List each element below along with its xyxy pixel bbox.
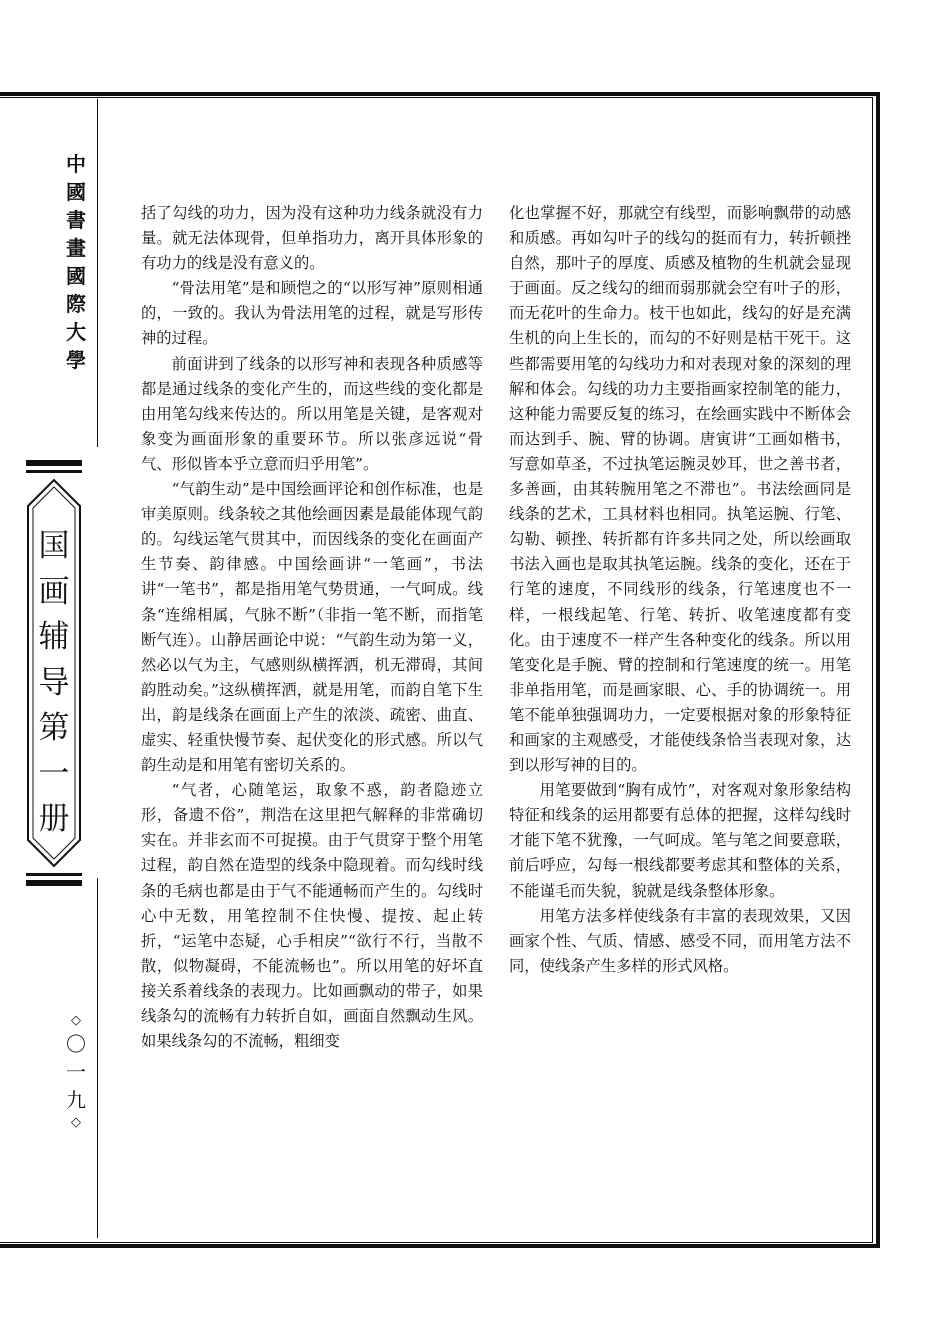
book-title-cartouche: [26, 460, 82, 886]
book-title-char: 国: [38, 528, 70, 564]
paragraph: 用笔方法多样使线条有丰富的表现效果，又因画家个性、气质、情感、感受不同，而用笔方法不同，使线条产生多样的形式风格。: [509, 906, 851, 975]
paragraph: 前面讲到了线条的以形写神和表现各种质感等都是通过线条的变化产生的，而这些线的变化都是由用笔勾线来传达的。所以用笔是关键，是客观对象变为画面形象的重要环节。所以张彦远说“骨气、形似皆本乎立意而归乎用笔”。: [141, 354, 483, 473]
paragraph: “气韵生动”是中国绘画评论和创作标准，也是审美原则。线条较之其他绘画因素是最能体现气韵的。勾线运笔气贯其中，而因线条的变化在画面产生节奏、韵律感。中国绘画讲“一笔画”，书法讲“一笔书”，都是指用笔气势贯通，一气呵成。线条“连绵相属，气脉不断”（非指一笔不断，而指笔断气连）。山静居画论中说：“气韵生动为第一义，然必以气为主，气感则纵横挥洒，机无滞碍，其间韵胜动矣。”这纵横挥洒，就是用笔，而韵自笔下生出，韵是线条在画面上产生的浓淡、疏密、曲直、虚实、轻重快慢节奏、起伏变化的形式感。所以气韵生动是和用笔有密切关系的。: [141, 480, 483, 775]
book-title-char: 辅: [38, 619, 70, 655]
school-name-char: 書: [66, 208, 86, 232]
page-number-char: 九: [66, 1088, 86, 1112]
page-number-vertical: [58, 1012, 94, 1132]
book-title-char: 一: [38, 755, 70, 792]
school-name-vertical: [58, 150, 94, 374]
page-number-char: 一: [66, 1060, 86, 1084]
book-title-char: 册: [38, 801, 70, 837]
book-title-char: 第: [38, 710, 70, 746]
book-title-char: 画: [38, 573, 70, 610]
book-title-vertical: [26, 524, 82, 843]
school-name-char: 中: [66, 152, 86, 176]
paragraph: “骨法用笔”是和顾恺之的“以形写神”原则相通的，一致的。我认为骨法用笔的过程，就是写形传神的过程。: [141, 279, 483, 348]
page-number-char: 〇: [66, 1032, 86, 1056]
book-title-char: 导: [38, 664, 70, 701]
school-name-char: 際: [66, 292, 86, 316]
school-name-char: 國: [66, 180, 86, 204]
page-number-char: ◇: [71, 1115, 81, 1130]
text-column-right: [509, 201, 851, 979]
paragraph: 用笔要做到“胸有成竹”，对客观对象形象结构特征和线条的运用都要有总体的把握，这样勾线时才能下笔不犹豫，一气呵成。笔与笔之间要意联，前后呼应，勾每一根线都要考虑其和整体的关系，不能谨毛而失貌，貌就是线条整体形象。: [509, 781, 851, 900]
text-column-left: [141, 201, 483, 1054]
school-name-char: 國: [66, 264, 86, 288]
paragraph: “气者，心随笔运，取象不惑，韵者隐迹立形，备遗不俗”，荆浩在这里把气解释的非常确切实在。并非玄而不可捉摸。由于气贯穿于整个用笔过程，韵自然在造型的线条中隐现着。而勾线时线条的毛病也都是由于气不能通畅而产生的。勾线时心中无数，用笔控制不住快慢、提按、起止转折，“运笔中态疑，心手相戾”“欲行不行，当散不散，似物凝碍，不能流畅也”。所以用笔的好坏直接关系着线条的表现力。比如画飘动的带子，如果线条勾的流畅有力转折自如，画面自然飘动生风。如果线条勾的不流畅，粗细变: [141, 781, 483, 1051]
paragraph: 化也掌握不好，那就空有线型，而影响飘带的动感和质感。再如勾叶子的线勾的挺而有力，转折顿挫自然，那叶子的厚度、质感及植物的生机就会显现于画面。反之线勾的细而弱那就会空有叶子的形，而无花叶的生命力。枝干也如此，线勾的好是充满生机的向上生长的，而勾的不好则是枯干死干。这些都需要用笔的勾线功力和对表现对象的深刻的理解和体会。勾线的功力主要指画家控制笔的能力，这种能力需要反复的练习，在绘画实践中不断体会而达到手、腕、臂的协调。唐寅讲“工画如楷书，写意如草圣，不过执笔运腕灵妙耳，世之善书者，多善画，由其转腕用笔之不滞也”。书法绘画同是线条的艺术，工具材料也相同。执笔运腕、行笔、勾勒、顿挫、转折都有许多共同之处，所以绘画取书法入画也是取其执笔运腕。线条的变化，还在于行笔的速度，不同线形的线条，行笔速度也不一样，一根线起笔、行笔、转折、收笔速度都有变化。由于速度不一样产生各种变化的线条。所以用笔变化是手腕、臂的控制和行笔速度的统一。用笔非单指用笔，而是画家眼、心、手的协调统一。用笔不能单独强调功力，一定要根据对象的形象特征和画家的主观感受，才能使线条恰当表现对象，达到以形写神的目的。: [509, 204, 851, 775]
sidebar-rule-top: [97, 99, 98, 447]
school-name-char: 大: [66, 320, 86, 344]
page-number-char: ◇: [71, 1013, 81, 1028]
school-name-char: 學: [66, 348, 86, 372]
sidebar-rule-bottom: [97, 878, 98, 1238]
paragraph: 括了勾线的功力，因为没有这种功力线条就没有力量。就无法体现骨，但单指功力，离开具体形象的有功力的线是没有意义的。: [141, 204, 483, 273]
school-name-char: 畫: [66, 236, 86, 260]
